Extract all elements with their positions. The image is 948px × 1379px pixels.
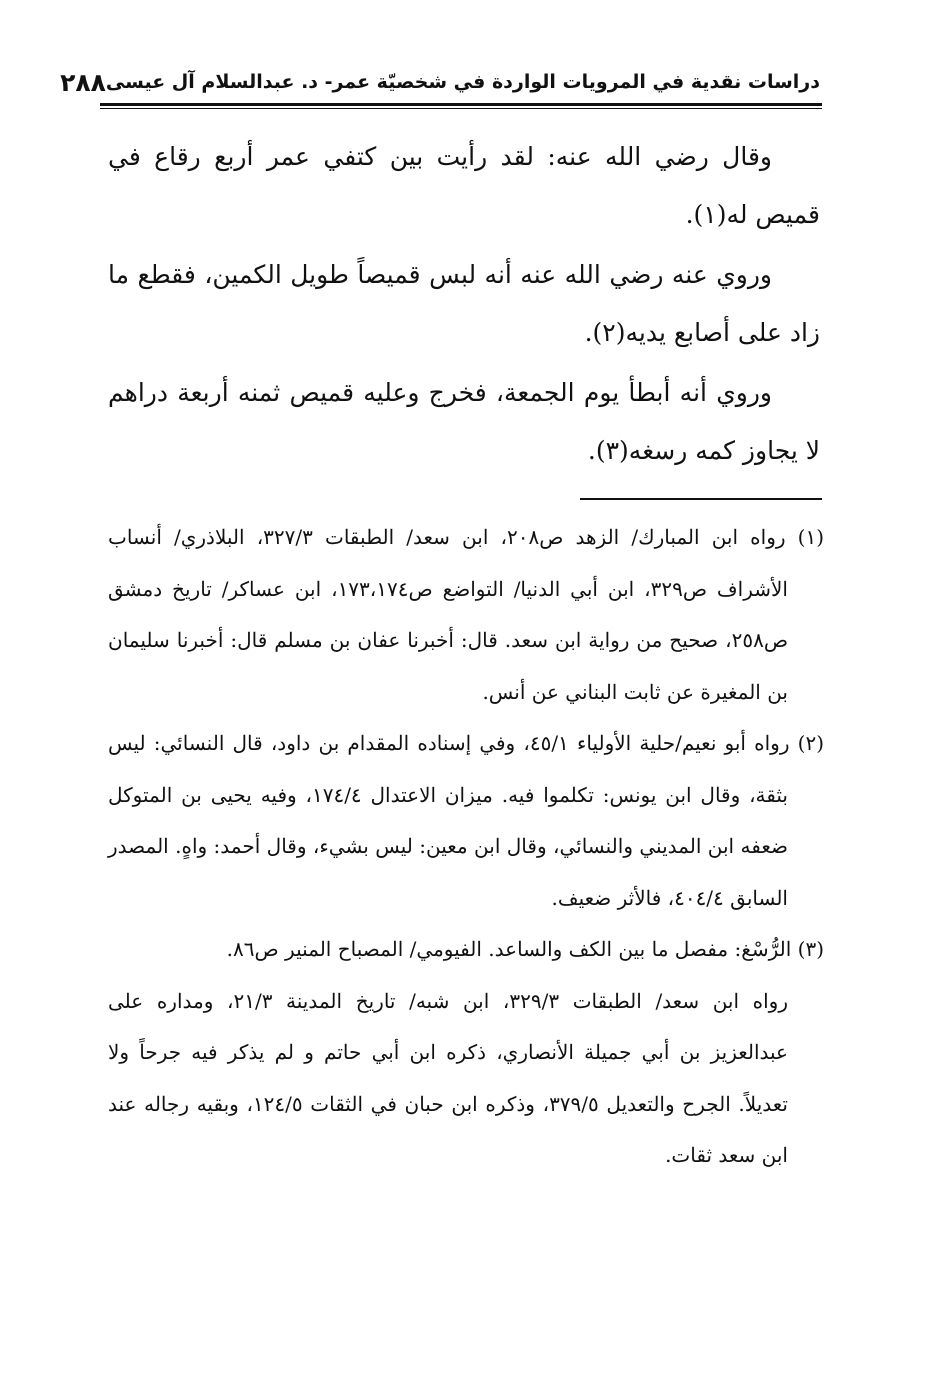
footnotes xyxy=(108,512,824,1182)
footnote-3: (٣) الرُّسْغ: مفصل ما بين الكف والساعد. الفيومي/ المصباح المنير ص٨٦. xyxy=(226,937,824,961)
paragraph-2: وروي عنه رضي الله عنه أنه لبس قميصاً طويل الكمين، فقطع ما زاد على أصابع يديه(٢). xyxy=(108,260,820,347)
footnote-separator xyxy=(580,498,822,500)
page-number: ٢٨٨ xyxy=(60,67,106,97)
footnote-2: (٢) رواه أبو نعيم/حلية الأولياء ٤٥/١، وفي إسناده المقدام بن داود، قال النسائي: ليس بثقة، وقال ابن يونس: تكلموا فيه. ميزان الاعتدال ١٧٤/٤، وفيه يحيى بن المتوكل ضعفه ابن المديني والنسائي، وقال ابن معين: ليس بشيء، وقال أحمد: واهٍ. المصدر السابق ٤٠٤/٤، فالأثر ضعيف. xyxy=(108,731,825,910)
paragraph-3: وروي أنه أبطأ يوم الجمعة، فخرج وعليه قميص ثمنه أربعة دراهم لا يجاوز كمه رسغه(٣). xyxy=(108,378,820,465)
footnote-3-continuation: رواه ابن سعد/ الطبقات ٣٢٩/٣، ابن شبه/ تاريخ المدينة ٢١/٣، ومداره على عبدالعزيز بن أبي جميلة الأنصاري، ذكره ابن أبي حاتم و لم يذكر فيه جرحاً ولا تعديلاً. الجرح والتعديل ٣٧٩/٥، وذكره ابن حبان في الثقات ١٢٤/٥، وبقيه رجاله عند ابن سعد ثقات. xyxy=(108,988,789,1167)
running-title: دراسات نقدية في المرويات الواردة في شخصيّة عمر- د. عبدالسلام آل عيسى xyxy=(105,71,820,93)
page-header xyxy=(60,62,820,102)
header-rule xyxy=(100,103,822,109)
footnote-1: (١) رواه ابن المبارك/ الزهد ص٢٠٨، ابن سعد/ الطبقات ٣٢٧/٣، البلاذري/ أنساب الأشراف ص٣٢٩، ابن أبي الدنيا/ التواضع ص١٧٣،١٧٤، ابن عساكر/ تاريخ دمشق ص٢٥٨، صحيح من رواية ابن سعد. قال: أخبرنا عفان بن مسلم قال: أخبرنا سليمان بن المغيرة عن ثابت البناني عن أنس. xyxy=(108,525,825,704)
paragraph-1: وقال رضي الله عنه: لقد رأيت بين كتفي عمر أربع رقاع في قميص له(١). xyxy=(108,142,820,229)
main-text xyxy=(108,128,820,482)
